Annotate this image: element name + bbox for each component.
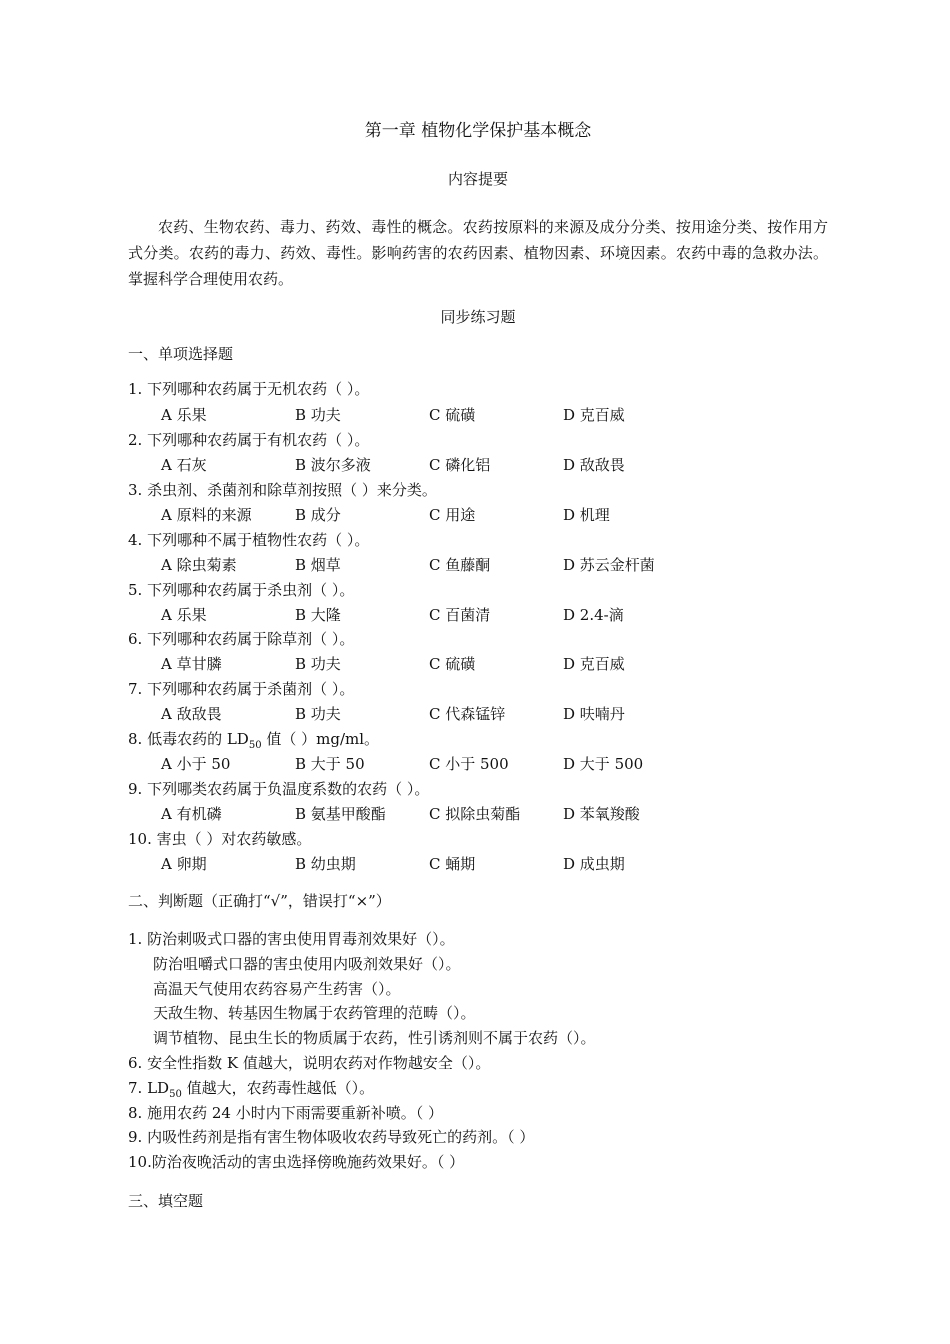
section-heading-fill-blank: 三、填空题: [128, 1192, 204, 1210]
judgement-9: 9. 内吸性药剂是指有害生物体吸收农药导致死亡的药剂。（ ）: [128, 1128, 535, 1146]
question-5: 5. 下列哪种农药属于杀虫剂（ ）。: [128, 581, 355, 599]
judgement-3: 高温天气使用农药容易产生药害（）。: [153, 980, 401, 998]
q1-option-b: B 功夫: [295, 406, 341, 424]
q4-option-a: A 除虫菊素: [161, 556, 237, 574]
q7-option-b: B 功夫: [295, 705, 341, 723]
judgement-7: [128, 1077, 374, 1100]
q3-option-a: A 原料的来源: [161, 506, 252, 524]
q7-option-a: A 敌敌畏: [161, 705, 222, 723]
judgement-8: 8. 施用农药 24 小时内下雨需要重新补喷。（ ）: [128, 1104, 443, 1122]
q2-option-a: A 石灰: [161, 456, 207, 474]
judgement-4: 天敌生物、转基因生物属于农药管理的范畴（）。: [153, 1004, 476, 1022]
q10-option-a: A 卵期: [161, 855, 207, 873]
section-heading-true-false: 二、判断题（正确打“√”，错误打“×”）: [128, 892, 391, 910]
question-8: [128, 728, 379, 751]
judgement-6: 6. 安全性指数 K 值越大，说明农药对作物越安全（）。: [128, 1054, 491, 1072]
question-8-text-end: 值（ ）mg/ml。: [261, 730, 380, 748]
summary-heading: 内容提要: [447, 170, 508, 188]
q8-option-b: B 大于 50: [295, 755, 365, 773]
q5-option-a: A 乐果: [161, 606, 207, 624]
summary-paragraph: 农药、生物农药、毒力、药效、毒性的概念。农药按原料的来源及成分分类、按用途分类、按作用方式分类。农药的毒力、药效、毒性。影响药害的农药因素、植物因素、环境因素。农药中毒的急救办法。掌握科学合理使用农药。: [128, 218, 828, 288]
q8-option-a: A 小于 50: [161, 755, 231, 773]
q6-option-a: A 草甘膦: [161, 655, 222, 673]
exercise-heading: 同步练习题: [440, 308, 516, 326]
question-8-text: 8. 低毒农药的 LD: [128, 730, 249, 748]
page-title: 第一章 植物化学保护基本概念: [364, 121, 592, 141]
judgement-1: 1. 防治刺吸式口器的害虫使用胃毒剂效果好（）。: [128, 930, 455, 948]
q5-option-b: B 大隆: [295, 606, 341, 624]
q5-option-d: D 2.4-滴: [563, 606, 624, 624]
q3-option-d: D 机理: [563, 506, 610, 524]
judgement-10: 10.防治夜晚活动的害虫选择傍晚施药效果好。（ ）: [128, 1153, 465, 1171]
q8-option-d: D 大于 500: [563, 755, 644, 773]
ld-subscript: 50: [248, 740, 262, 751]
q8-option-c: C 小于 500: [429, 755, 509, 773]
question-9: 9. 下列哪类农药属于负温度系数的农药（ ）。: [128, 780, 430, 798]
q9-option-a: A 有机磷: [161, 805, 222, 823]
q4-option-d: D 苏云金杆菌: [563, 556, 655, 574]
q5-option-c: C 百菌清: [429, 606, 491, 624]
q2-option-c: C 磷化铝: [429, 456, 491, 474]
section-heading-single-choice: 一、单项选择题: [128, 345, 234, 363]
q9-option-c: C 拟除虫菊酯: [429, 805, 521, 823]
question-1: 1. 下列哪种农药属于无机农药（ ）。: [128, 380, 370, 398]
question-4: 4. 下列哪种不属于植物性农药（ ）。: [128, 531, 370, 549]
q6-option-c: C 硫磺: [429, 655, 476, 673]
judgement-5: 调节植物、昆虫生长的物质属于农药，性引诱剂则不属于农药（）。: [153, 1029, 596, 1047]
judgement-2: 防治咀嚼式口器的害虫使用内吸剂效果好（）。: [153, 955, 461, 973]
judgement-7-text: 7. LD: [128, 1079, 170, 1097]
q10-option-c: C 蛹期: [429, 855, 476, 873]
q7-option-d: D 呋喃丹: [563, 705, 625, 723]
judgement-7-text-end: 值越大，农药毒性越低（）。: [181, 1079, 375, 1097]
question-3: 3. 杀虫剂、杀菌剂和除草剂按照（ ）来分类。: [128, 481, 437, 499]
q10-option-d: D 成虫期: [563, 855, 625, 873]
question-6: 6. 下列哪种农药属于除草剂（ ）。: [128, 630, 355, 648]
q1-option-a: A 乐果: [161, 406, 207, 424]
q2-option-d: D 敌敌畏: [563, 456, 625, 474]
q4-option-c: C 鱼藤酮: [429, 556, 491, 574]
q6-option-d: D 克百威: [563, 655, 625, 673]
q3-option-c: C 用途: [429, 506, 476, 524]
question-2: 2. 下列哪种农药属于有机农药（ ）。: [128, 431, 370, 449]
q1-option-c: C 硫磺: [429, 406, 476, 424]
q9-option-d: D 苯氧羧酸: [563, 805, 640, 823]
q4-option-b: B 烟草: [295, 556, 341, 574]
q9-option-b: B 氨基甲酸酯: [295, 805, 386, 823]
q10-option-b: B 幼虫期: [295, 855, 356, 873]
question-10: 10. 害虫（ ）对农药敏感。: [128, 830, 312, 848]
q1-option-d: D 克百威: [563, 406, 625, 424]
q7-option-c: C 代森锰锌: [429, 705, 506, 723]
q2-option-b: B 波尔多液: [295, 456, 371, 474]
q6-option-b: B 功夫: [295, 655, 341, 673]
question-7: 7. 下列哪种农药属于杀菌剂（ ）。: [128, 680, 355, 698]
q3-option-b: B 成分: [295, 506, 341, 524]
ld-subscript: 50: [169, 1089, 182, 1100]
